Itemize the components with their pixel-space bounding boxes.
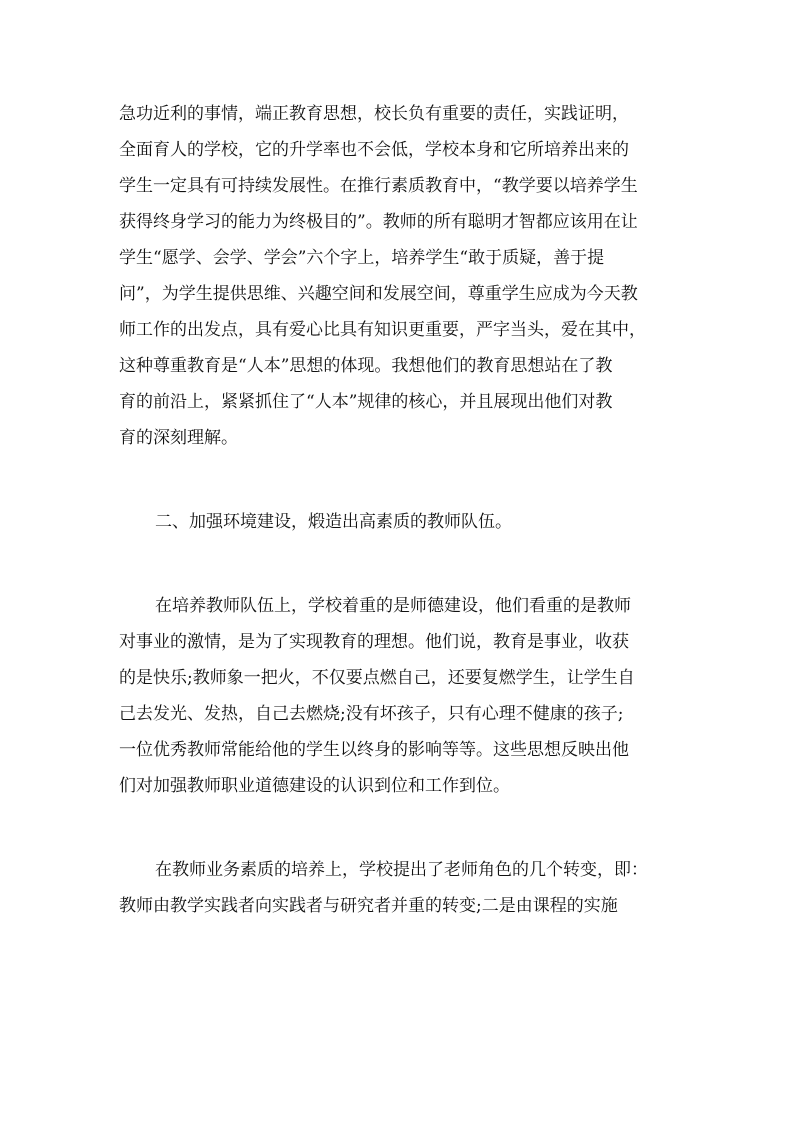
text-line: 全面育人的学校，它的升学率也不会低，学校本身和它所培养出来的 bbox=[119, 140, 629, 160]
heading-line: 二、加强环境建设，煅造出高素质的教师队伍。 bbox=[155, 512, 512, 532]
paragraph bbox=[119, 96, 684, 456]
text-line: 在教师业务素质的培养上，学校提出了老师角色的几个转变，即： bbox=[155, 860, 648, 880]
text-line: 师工作的出发点，具有爱心比具有知识更重要，严字当头，爱在其中， bbox=[119, 320, 646, 340]
text-line: 学生“愿学、会学、学会”六个字上，培养学生“敢于质疑，善于提 bbox=[119, 248, 605, 268]
paragraph-gap bbox=[119, 456, 684, 504]
text-line: 这种尊重教育是“人本”思想的体现。我想他们的教育思想站在了教 bbox=[119, 356, 613, 376]
text-line: 急功近利的事情，端正教育思想，校长负有重要的责任，实践证明， bbox=[119, 104, 629, 124]
text-line: 们对加强教师职业道德建设的认识到位和工作到位。 bbox=[119, 776, 510, 796]
text-line: 育的深刻理解。 bbox=[119, 428, 238, 448]
text-line: 问”，为学生提供思维、兴趣空间和发展空间，尊重学生应成为今天教 bbox=[119, 284, 638, 304]
text-line: 学生一定具有可持续发展性。在推行素质教育中，“教学要以培养学生 bbox=[119, 176, 638, 196]
text-line: 一位优秀教师常能给他的学生以终身的影响等等。这些思想反映出他 bbox=[119, 740, 629, 760]
paragraph bbox=[119, 852, 684, 924]
section-heading bbox=[119, 504, 684, 540]
text-line: 获得终身学习的能力为终极目的”。教师的所有聪明才智都应该用在让 bbox=[119, 212, 638, 232]
text-line: 对事业的激情，是为了实现教育的理想。他们说，教育是事业，收获 bbox=[119, 632, 629, 652]
document-body bbox=[119, 96, 684, 924]
text-line: 在培养教师队伍上，学校着重的是师德建设，他们看重的是教师 bbox=[155, 596, 631, 616]
paragraph-gap bbox=[119, 540, 684, 588]
text-line: 教师由教学实践者向实践者与研究者并重的转变;二是由课程的实施 bbox=[119, 896, 618, 916]
paragraph bbox=[119, 588, 684, 804]
paragraph-gap bbox=[119, 804, 684, 852]
text-line: 的是快乐;教师象一把火，不仅要点燃自己，还要复燃学生，让学生自 bbox=[119, 668, 635, 688]
text-line: 育的前沿上，紧紧抓住了“人本”规律的核心，并且展现出他们对教 bbox=[119, 392, 613, 412]
text-line: 己去发光、发热，自己去燃烧;没有坏孩子，只有心理不健康的孩子; bbox=[119, 704, 624, 724]
